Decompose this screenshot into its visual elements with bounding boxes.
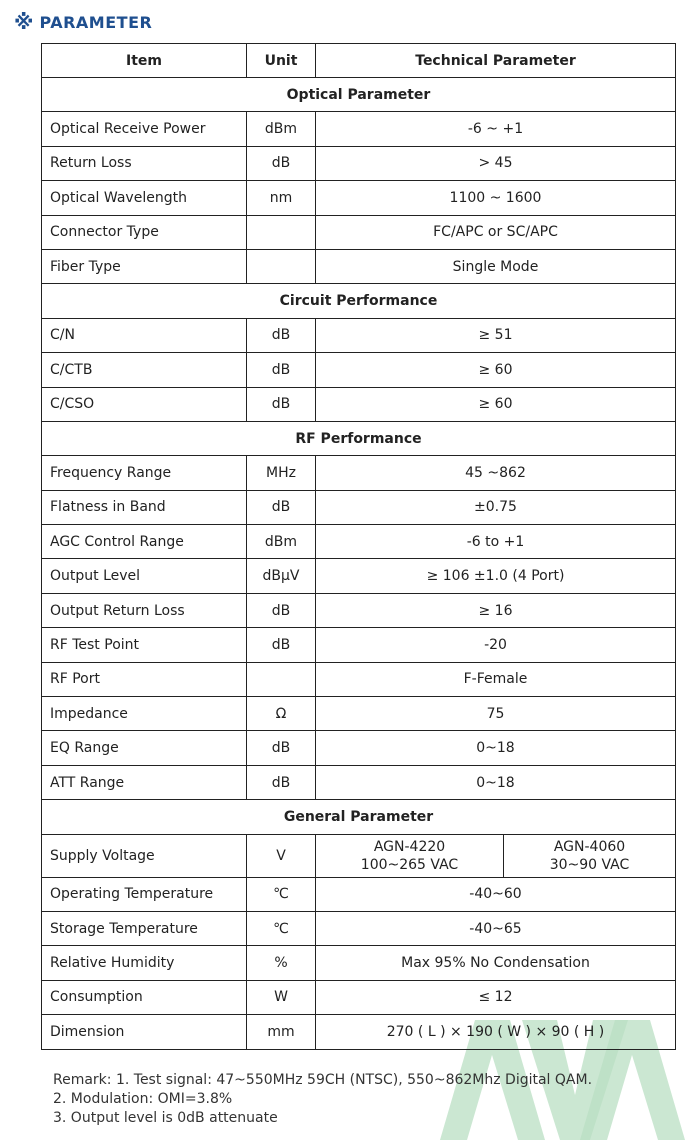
row-item: Dimension	[42, 1015, 247, 1049]
table-row	[42, 593, 676, 627]
row-value: F-Female	[316, 662, 676, 696]
row-unit: nm	[247, 181, 316, 215]
table-row	[42, 112, 676, 146]
row-item: C/N	[42, 318, 247, 352]
supply-model-cell	[316, 834, 504, 877]
row-unit: dB	[247, 490, 316, 524]
reference-mark-icon: ※	[14, 10, 34, 34]
table-row	[42, 1015, 676, 1049]
column-header-technical-parameter: Technical Parameter	[316, 44, 676, 78]
model-name: AGN-4220	[373, 838, 446, 855]
remark-line: Remark: 1. Test signal: 47~550MHz 59CH (NTSC), 550~862Mhz Digital QAM.	[53, 1072, 593, 1088]
table-row	[42, 456, 676, 490]
row-unit: dB	[247, 146, 316, 180]
table-row	[42, 387, 676, 421]
row-value: FC/APC or SC/APC	[316, 215, 676, 249]
row-item: Impedance	[42, 697, 247, 731]
table-row	[42, 353, 676, 387]
row-item: Relative Humidity	[42, 946, 247, 980]
table-row	[42, 834, 676, 877]
row-value: ≥ 60	[316, 387, 676, 421]
row-item: Storage Temperature	[42, 911, 247, 945]
row-item: Fiber Type	[42, 249, 247, 283]
row-unit: dB	[247, 731, 316, 765]
row-unit: V	[247, 834, 316, 877]
table-row	[42, 911, 676, 945]
row-item: Frequency Range	[42, 456, 247, 490]
remark-line: 3. Output level is 0dB attenuate	[53, 1110, 278, 1126]
section-title: Circuit Performance	[42, 284, 676, 318]
row-value: 0~18	[316, 731, 676, 765]
row-unit: dB	[247, 353, 316, 387]
section-title: RF Performance	[42, 421, 676, 455]
row-item: Optical Receive Power	[42, 112, 247, 146]
table-row	[42, 490, 676, 524]
row-unit: mm	[247, 1015, 316, 1049]
row-item: RF Port	[42, 662, 247, 696]
table-row	[42, 731, 676, 765]
row-unit	[247, 215, 316, 249]
row-value: -20	[316, 628, 676, 662]
row-value: 0~18	[316, 765, 676, 799]
model-name: AGN-4060	[553, 838, 626, 855]
table-row	[42, 662, 676, 696]
row-unit: W	[247, 980, 316, 1014]
table-row	[42, 877, 676, 911]
column-header-unit: Unit	[247, 44, 316, 78]
row-value: ±0.75	[316, 490, 676, 524]
row-item: Output Level	[42, 559, 247, 593]
row-value: ≥ 51	[316, 318, 676, 352]
row-unit: ℃	[247, 877, 316, 911]
column-header-item: Item	[42, 44, 247, 78]
row-unit: dB	[247, 593, 316, 627]
row-item: Supply Voltage	[42, 834, 247, 877]
table-row	[42, 215, 676, 249]
table-row	[42, 765, 676, 799]
row-unit: dBm	[247, 112, 316, 146]
row-unit: MHz	[247, 456, 316, 490]
row-unit: ℃	[247, 911, 316, 945]
row-value: Max 95% No Condensation	[316, 946, 676, 980]
row-item: Return Loss	[42, 146, 247, 180]
row-item: Connector Type	[42, 215, 247, 249]
section-title: General Parameter	[42, 800, 676, 834]
row-value: ≥ 106 ±1.0 (4 Port)	[316, 559, 676, 593]
table-row	[42, 318, 676, 352]
model-voltage-range: 100~265 VAC	[360, 856, 459, 873]
row-item: Flatness in Band	[42, 490, 247, 524]
table-row	[42, 697, 676, 731]
row-unit: dB	[247, 318, 316, 352]
row-value: -6 ~ +1	[316, 112, 676, 146]
row-unit: dB	[247, 387, 316, 421]
row-value: 45 ~862	[316, 456, 676, 490]
table-row	[42, 559, 676, 593]
row-item: Operating Temperature	[42, 877, 247, 911]
row-unit: dBm	[247, 525, 316, 559]
row-value: Single Mode	[316, 249, 676, 283]
table-row	[42, 249, 676, 283]
row-value: ≥ 60	[316, 353, 676, 387]
section-row	[42, 78, 676, 112]
row-unit: %	[247, 946, 316, 980]
row-value: -40~60	[316, 877, 676, 911]
table-row	[42, 146, 676, 180]
remark-line: 2. Modulation: OMI=3.8%	[53, 1091, 233, 1107]
row-item: RF Test Point	[42, 628, 247, 662]
row-item: C/CTB	[42, 353, 247, 387]
row-value: > 45	[316, 146, 676, 180]
section-title: PARAMETER	[39, 12, 153, 32]
row-value: -6 to +1	[316, 525, 676, 559]
supply-model-cell	[504, 834, 676, 877]
row-unit: dB	[247, 628, 316, 662]
table-row	[42, 946, 676, 980]
row-unit: dB	[247, 765, 316, 799]
table-header-row	[42, 44, 676, 78]
row-unit	[247, 662, 316, 696]
table-row	[42, 980, 676, 1014]
row-value: ≥ 16	[316, 593, 676, 627]
row-unit: dBμV	[247, 559, 316, 593]
row-value: ≤ 12	[316, 980, 676, 1014]
row-item: EQ Range	[42, 731, 247, 765]
table-row	[42, 628, 676, 662]
model-voltage-range: 30~90 VAC	[549, 856, 630, 873]
section-header	[14, 10, 152, 34]
section-row	[42, 800, 676, 834]
row-value: 75	[316, 697, 676, 731]
table-row	[42, 525, 676, 559]
row-item: C/CSO	[42, 387, 247, 421]
section-row	[42, 284, 676, 318]
row-item: Output Return Loss	[42, 593, 247, 627]
row-value: 1100 ~ 1600	[316, 181, 676, 215]
row-unit	[247, 249, 316, 283]
row-unit: Ω	[247, 697, 316, 731]
row-value: 270 ( L ) × 190 ( W ) × 90 ( H )	[316, 1015, 676, 1049]
remarks	[53, 1071, 592, 1128]
table-row	[42, 181, 676, 215]
row-item: AGC Control Range	[42, 525, 247, 559]
row-item: ATT Range	[42, 765, 247, 799]
section-row	[42, 421, 676, 455]
parameter-table	[41, 43, 676, 1050]
row-item: Optical Wavelength	[42, 181, 247, 215]
row-value: -40~65	[316, 911, 676, 945]
row-item: Consumption	[42, 980, 247, 1014]
section-title: Optical Parameter	[42, 78, 676, 112]
